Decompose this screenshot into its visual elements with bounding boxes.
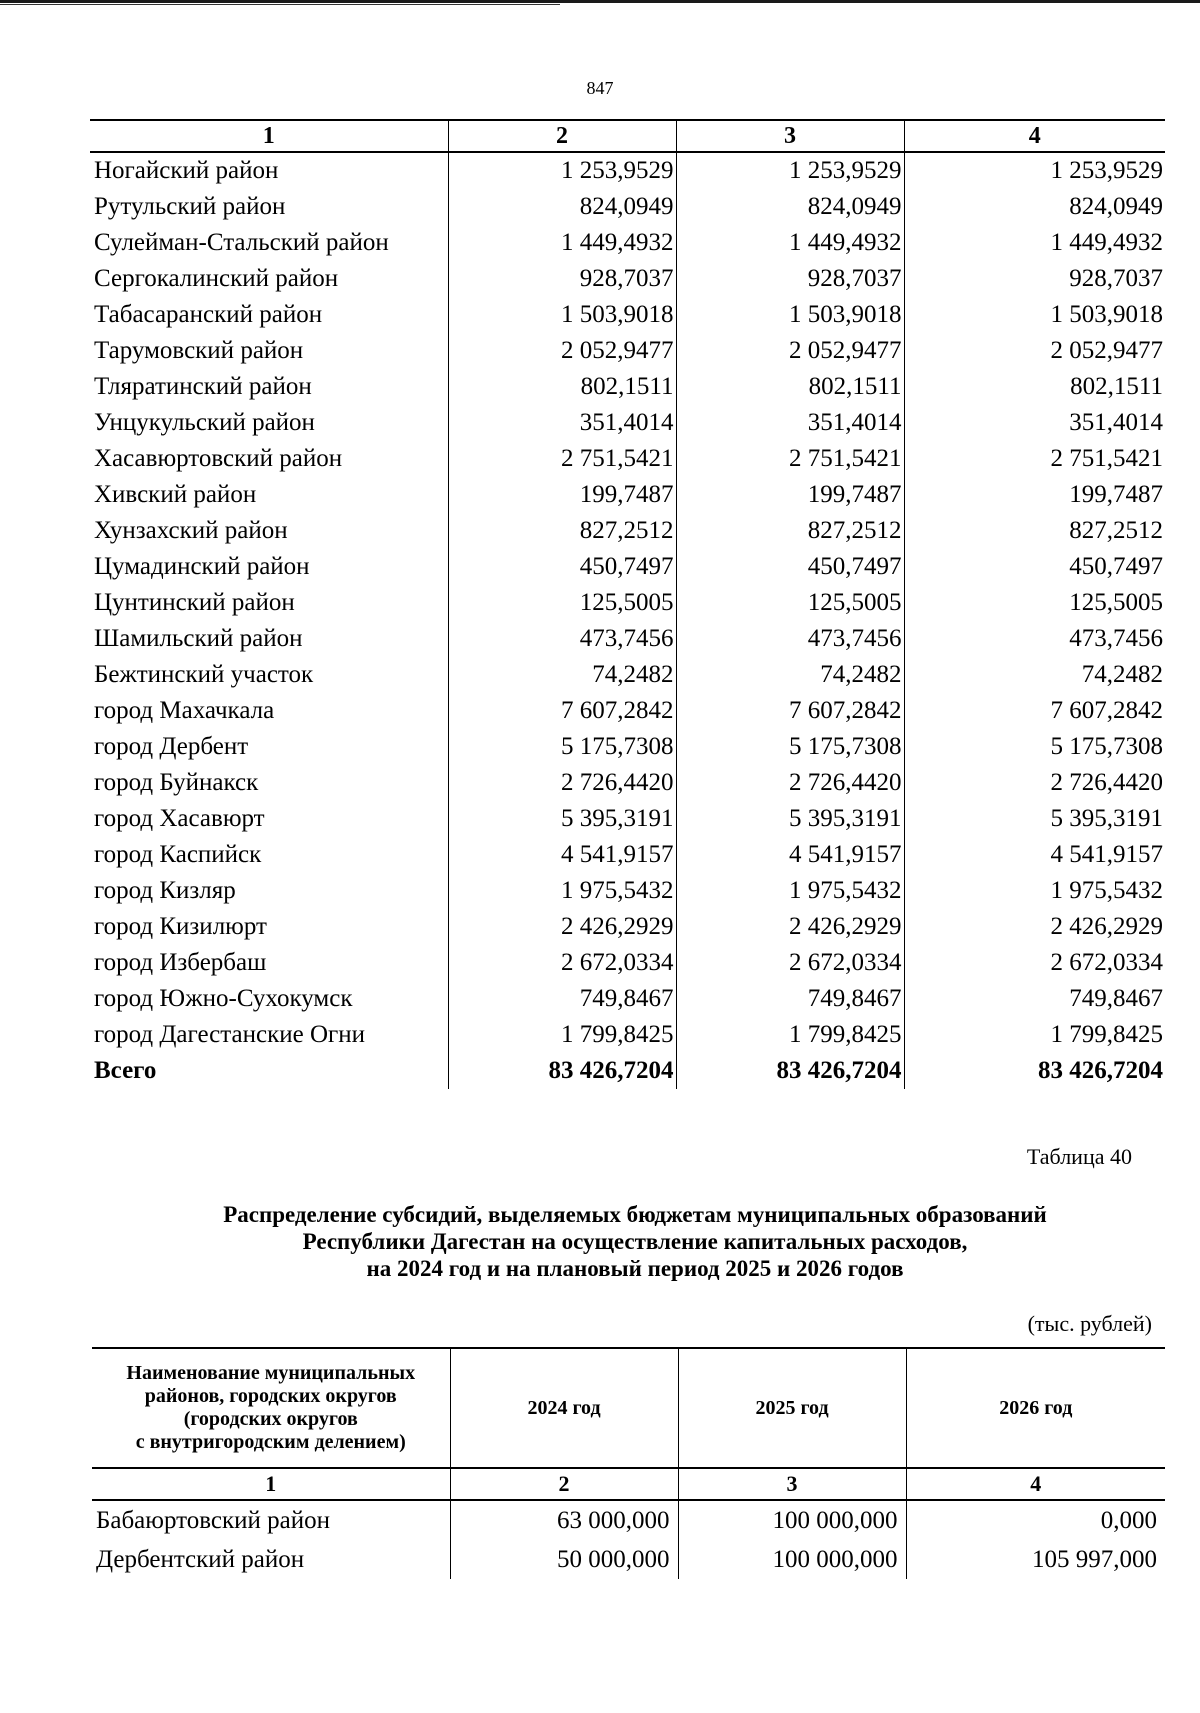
amount-cell: 199,7487 bbox=[676, 477, 904, 513]
amount-cell: 1 975,5432 bbox=[448, 873, 676, 909]
table-row bbox=[90, 1017, 1165, 1053]
scan-top-edge bbox=[0, 0, 1200, 3]
amount-cell: 827,2512 bbox=[676, 513, 904, 549]
table-row bbox=[90, 621, 1165, 657]
title-line: на 2024 год и на плановый период 2025 и 2026 годов bbox=[366, 1256, 904, 1281]
table-row bbox=[90, 513, 1165, 549]
amount-cell: 473,7456 bbox=[904, 621, 1165, 657]
table-body bbox=[92, 1500, 1165, 1579]
municipality-name: город Дербент bbox=[94, 733, 249, 760]
amount-cell: 5 395,3191 bbox=[904, 801, 1165, 837]
amount-cell: 1 449,4932 bbox=[904, 225, 1165, 261]
scan-top-edge-line bbox=[0, 4, 560, 5]
amount-cell: 351,4014 bbox=[448, 405, 676, 441]
amount-cell: 7 607,2842 bbox=[676, 693, 904, 729]
amount-cell: 1 799,8425 bbox=[448, 1017, 676, 1053]
amount-cell: 2 052,9477 bbox=[676, 333, 904, 369]
amount-cell: 1 975,5432 bbox=[676, 873, 904, 909]
table-row bbox=[90, 801, 1165, 837]
municipality-name: Тляратинский район bbox=[94, 373, 312, 400]
amount-cell: 2 751,5421 bbox=[676, 441, 904, 477]
amount-cell: 2 726,4420 bbox=[448, 765, 676, 801]
table-row bbox=[90, 477, 1165, 513]
table-row bbox=[90, 837, 1165, 873]
amount-cell: 824,0949 bbox=[448, 189, 676, 225]
amount-cell: 1 253,9529 bbox=[676, 152, 904, 189]
municipality-name: Хунзахский район bbox=[94, 517, 288, 544]
table-title bbox=[0, 1201, 1200, 1282]
table-row bbox=[90, 261, 1165, 297]
amount-cell: 1 975,5432 bbox=[904, 873, 1165, 909]
total-row bbox=[90, 1053, 1165, 1089]
column-number: 4 bbox=[904, 120, 1165, 152]
amount-cell: 1 799,8425 bbox=[676, 1017, 904, 1053]
amount-cell: 4 541,9157 bbox=[904, 837, 1165, 873]
amount-cell: 749,8467 bbox=[904, 981, 1165, 1017]
table-row bbox=[90, 765, 1165, 801]
municipality-name: Сергокалинский район bbox=[94, 265, 339, 292]
table-row bbox=[90, 369, 1165, 405]
capital-expenses-subsidy-table bbox=[92, 1347, 1165, 1579]
amount-cell: 802,1511 bbox=[448, 369, 676, 405]
municipality-name: Цунтинский район bbox=[94, 589, 295, 616]
amount-cell: 1 503,9018 bbox=[904, 297, 1165, 333]
amount-cell: 2 052,9477 bbox=[448, 333, 676, 369]
amount-cell: 2 672,0334 bbox=[448, 945, 676, 981]
amount-cell: 74,2482 bbox=[448, 657, 676, 693]
amount-cell: 928,7037 bbox=[676, 261, 904, 297]
total-amount: 83 426,7204 bbox=[904, 1053, 1165, 1089]
header-row bbox=[92, 1348, 1165, 1468]
column-number: 3 bbox=[678, 1468, 906, 1500]
total-amount: 83 426,7204 bbox=[448, 1053, 676, 1089]
table-label: Таблица 40 bbox=[1026, 1144, 1132, 1169]
amount-cell: 7 607,2842 bbox=[448, 693, 676, 729]
amount-cell: 450,7497 bbox=[904, 549, 1165, 585]
units-label: (тыс. рублей) bbox=[1027, 1311, 1152, 1336]
amount-cell: 63 000,000 bbox=[450, 1500, 678, 1540]
header-municipality-name bbox=[92, 1348, 450, 1468]
municipality-name: город Южно-Сухокумск bbox=[94, 985, 353, 1012]
table-row bbox=[90, 441, 1165, 477]
header-line: с внутригородским делением) bbox=[135, 1431, 406, 1453]
amount-cell: 125,5005 bbox=[676, 585, 904, 621]
column-number: 2 bbox=[448, 120, 676, 152]
municipality-name: город Буйнакск bbox=[94, 769, 259, 796]
amount-cell: 749,8467 bbox=[676, 981, 904, 1017]
amount-cell: 827,2512 bbox=[904, 513, 1165, 549]
title-line: Республики Дагестан на осуществление капитальных расходов, bbox=[302, 1229, 968, 1254]
column-number: 1 bbox=[90, 120, 448, 152]
table-row bbox=[90, 189, 1165, 225]
title-line: Распределение субсидий, выделяемых бюджетам муниципальных образований bbox=[223, 1202, 1047, 1227]
municipality-name: Рутульский район bbox=[94, 193, 286, 220]
amount-cell: 5 175,7308 bbox=[448, 729, 676, 765]
amount-cell: 1 503,9018 bbox=[448, 297, 676, 333]
table-row bbox=[90, 549, 1165, 585]
amount-cell: 4 541,9157 bbox=[448, 837, 676, 873]
table-body bbox=[90, 152, 1165, 1089]
municipality-name: Цумадинский район bbox=[94, 553, 310, 580]
municipality-name: город Кизляр bbox=[94, 877, 236, 904]
table-row bbox=[90, 152, 1165, 189]
table-row bbox=[90, 729, 1165, 765]
page-number: 847 bbox=[586, 78, 614, 98]
amount-cell: 5 175,7308 bbox=[904, 729, 1165, 765]
column-number: 4 bbox=[906, 1468, 1165, 1500]
amount-cell: 100 000,000 bbox=[678, 1500, 906, 1540]
amount-cell: 5 175,7308 bbox=[676, 729, 904, 765]
municipality-name: город Каспийск bbox=[94, 841, 262, 868]
header-year-2024: 2024 год bbox=[450, 1348, 678, 1468]
amount-cell: 50 000,000 bbox=[450, 1540, 678, 1579]
amount-cell: 802,1511 bbox=[676, 369, 904, 405]
amount-cell: 749,8467 bbox=[448, 981, 676, 1017]
subsidy-table-continued bbox=[90, 119, 1165, 1089]
amount-cell: 5 395,3191 bbox=[676, 801, 904, 837]
amount-cell: 74,2482 bbox=[904, 657, 1165, 693]
column-number-row bbox=[90, 120, 1165, 152]
table-row bbox=[90, 225, 1165, 261]
municipality-name: Шамильский район bbox=[94, 625, 303, 652]
municipality-name: Хивский район bbox=[94, 481, 257, 508]
table-row bbox=[90, 405, 1165, 441]
amount-cell: 928,7037 bbox=[448, 261, 676, 297]
amount-cell: 1 253,9529 bbox=[904, 152, 1165, 189]
column-number: 3 bbox=[676, 120, 904, 152]
amount-cell: 928,7037 bbox=[904, 261, 1165, 297]
amount-cell: 2 726,4420 bbox=[676, 765, 904, 801]
table-row bbox=[90, 657, 1165, 693]
amount-cell: 199,7487 bbox=[448, 477, 676, 513]
municipality-name: Дербентский район bbox=[96, 1545, 305, 1573]
municipality-name: Бабаюртовский район bbox=[96, 1506, 330, 1534]
table-row bbox=[92, 1500, 1165, 1540]
amount-cell: 450,7497 bbox=[676, 549, 904, 585]
table-row bbox=[90, 297, 1165, 333]
amount-cell: 2 052,9477 bbox=[904, 333, 1165, 369]
amount-cell: 827,2512 bbox=[448, 513, 676, 549]
amount-cell: 1 449,4932 bbox=[448, 225, 676, 261]
amount-cell: 4 541,9157 bbox=[676, 837, 904, 873]
header-year-2025: 2025 год bbox=[678, 1348, 906, 1468]
amount-cell: 125,5005 bbox=[448, 585, 676, 621]
header-line: (городских округов bbox=[183, 1408, 358, 1430]
table-row bbox=[90, 333, 1165, 369]
table-row bbox=[90, 873, 1165, 909]
amount-cell: 2 426,2929 bbox=[904, 909, 1165, 945]
table-row bbox=[90, 585, 1165, 621]
table-row bbox=[90, 945, 1165, 981]
table-row bbox=[90, 981, 1165, 1017]
amount-cell: 7 607,2842 bbox=[904, 693, 1165, 729]
amount-cell: 2 726,4420 bbox=[904, 765, 1165, 801]
municipality-name: Табасаранский район bbox=[94, 301, 323, 328]
amount-cell: 2 751,5421 bbox=[904, 441, 1165, 477]
amount-cell: 1 503,9018 bbox=[676, 297, 904, 333]
municipality-name: город Кизилюрт bbox=[94, 913, 267, 940]
municipality-name: город Избербаш bbox=[94, 949, 267, 976]
column-number: 2 bbox=[450, 1468, 678, 1500]
total-amount: 83 426,7204 bbox=[676, 1053, 904, 1089]
municipality-name: город Махачкала bbox=[94, 697, 275, 724]
municipality-name: Сулейман-Стальский район bbox=[94, 229, 389, 256]
amount-cell: 1 799,8425 bbox=[904, 1017, 1165, 1053]
municipality-name: Тарумовский район bbox=[94, 337, 304, 364]
amount-cell: 125,5005 bbox=[904, 585, 1165, 621]
municipality-name: Унцукульский район bbox=[94, 409, 315, 436]
amount-cell: 473,7456 bbox=[448, 621, 676, 657]
amount-cell: 1 253,9529 bbox=[448, 152, 676, 189]
amount-cell: 2 672,0334 bbox=[904, 945, 1165, 981]
amount-cell: 824,0949 bbox=[904, 189, 1165, 225]
amount-cell: 0,000 bbox=[906, 1500, 1165, 1540]
amount-cell: 74,2482 bbox=[676, 657, 904, 693]
header-year-2026: 2026 год bbox=[906, 1348, 1165, 1468]
table-row bbox=[92, 1540, 1165, 1579]
municipality-name: Ногайский район bbox=[94, 157, 279, 184]
amount-cell: 2 751,5421 bbox=[448, 441, 676, 477]
amount-cell: 802,1511 bbox=[904, 369, 1165, 405]
amount-cell: 2 672,0334 bbox=[676, 945, 904, 981]
table-row bbox=[90, 909, 1165, 945]
header-line: районов, городских округов bbox=[144, 1385, 397, 1407]
amount-cell: 1 449,4932 bbox=[676, 225, 904, 261]
amount-cell: 2 426,2929 bbox=[448, 909, 676, 945]
column-number: 1 bbox=[92, 1468, 450, 1500]
amount-cell: 351,4014 bbox=[904, 405, 1165, 441]
municipality-name: город Дагестанские Огни bbox=[94, 1021, 366, 1048]
amount-cell: 473,7456 bbox=[676, 621, 904, 657]
table-row bbox=[90, 693, 1165, 729]
total-label: Всего bbox=[94, 1057, 157, 1084]
amount-cell: 824,0949 bbox=[676, 189, 904, 225]
column-number-row bbox=[92, 1468, 1165, 1500]
municipality-name: город Хасавюрт bbox=[94, 805, 265, 832]
amount-cell: 450,7497 bbox=[448, 549, 676, 585]
amount-cell: 351,4014 bbox=[676, 405, 904, 441]
header-line: Наименование муниципальных bbox=[126, 1362, 416, 1384]
amount-cell: 105 997,000 bbox=[906, 1540, 1165, 1579]
municipality-name: Хасавюртовский район bbox=[94, 445, 343, 472]
amount-cell: 199,7487 bbox=[904, 477, 1165, 513]
amount-cell: 2 426,2929 bbox=[676, 909, 904, 945]
municipality-name: Бежтинский участок bbox=[94, 661, 314, 688]
amount-cell: 5 395,3191 bbox=[448, 801, 676, 837]
amount-cell: 100 000,000 bbox=[678, 1540, 906, 1579]
